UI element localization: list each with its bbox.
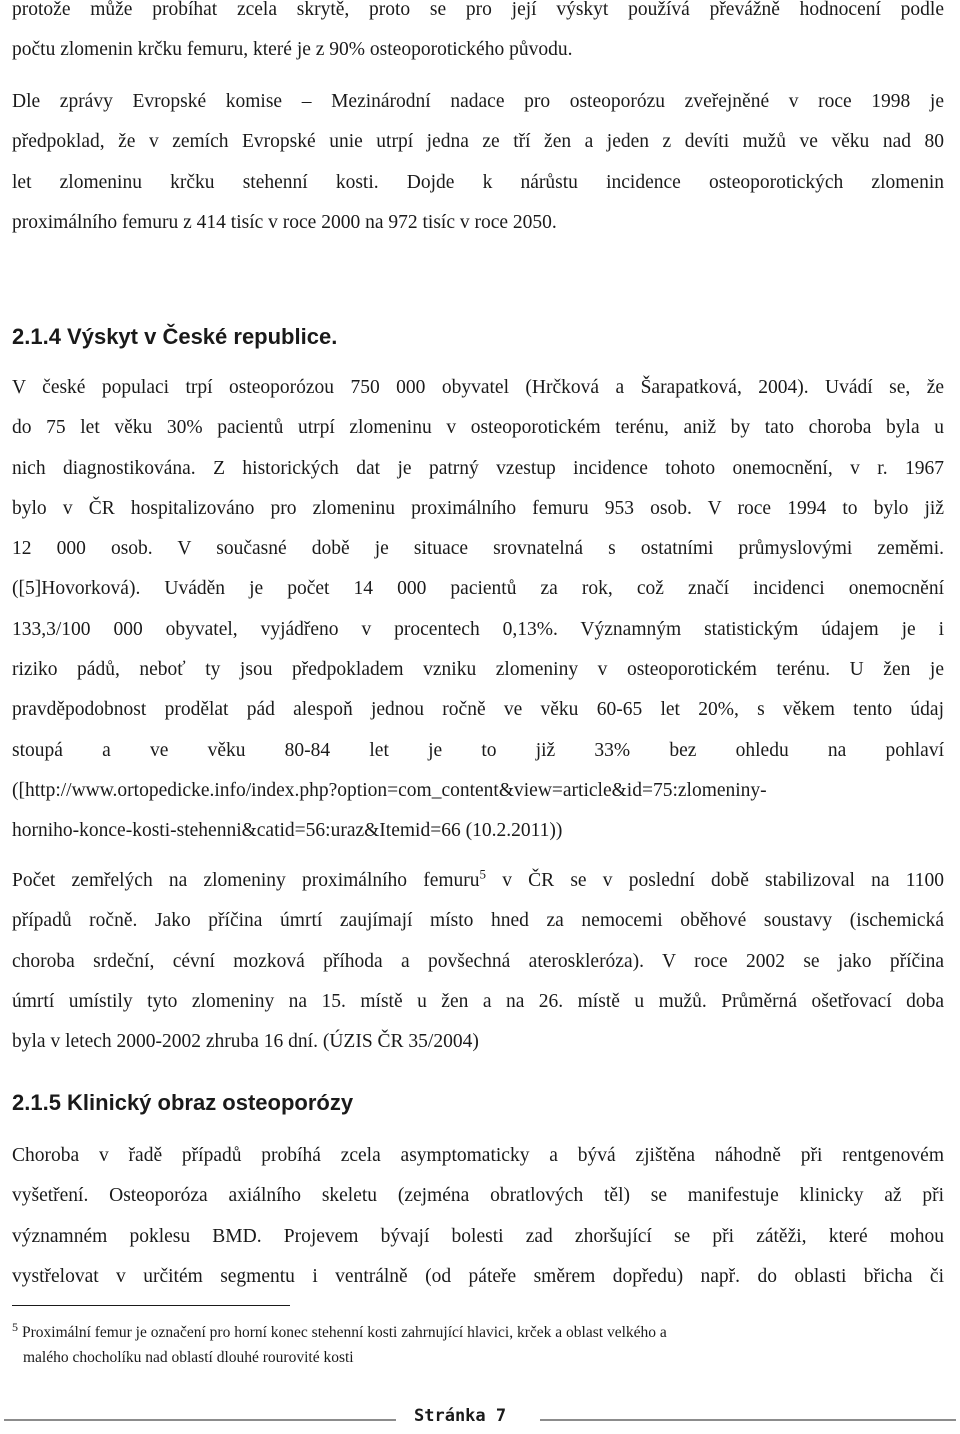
europe-paragraph <box>12 82 944 243</box>
page-footer <box>0 1404 960 1434</box>
mortality-paragraph <box>12 861 944 1062</box>
text-line: do 75 let věku 30% pacientů utrpí zlomeninu v osteoporotickém terénu, aniž by tato choroba byla u <box>12 417 944 439</box>
text-line: ([5]Hovorková). Uváděn je počet 14 000 pacientů za rok, což značí incidenci onemocnění <box>12 578 944 600</box>
footnote <box>12 1320 912 1370</box>
text-line: Dle zprávy Evropské komise – Mezinárodní nadace pro osteoporózu zveřejněné v roce 1998 je <box>12 91 944 112</box>
text-line: pravděpodobnost prodělat pád alespoň jednou ročně ve věku 60-65 let 20%, s věkem tento údaj <box>12 699 944 721</box>
text-line <box>12 861 944 901</box>
text-line: bylo v ČR hospitalizováno pro zlomeninu proximálního femuru 953 osob. V roce 1994 to bylo již <box>12 497 944 519</box>
footnote-mark: 5 <box>12 1319 18 1334</box>
text-line: riziko pádů, neboť ty jsou předpokladem vzniku zlomeniny v osteoporotickém terénu. U žen je <box>12 659 944 681</box>
footnote-text-line: Proximální femur je označení pro horní konec stehenní kosti zahrnující hlavici, krček a oblast velkého a <box>22 1324 667 1341</box>
footnote-text-line: malého chocholíku nad oblastí dlouhé rourovité kosti <box>23 1349 354 1366</box>
footer-rule <box>540 1419 956 1421</box>
section-heading-2-1-4: 2.1.4 Výskyt v České republice. <box>12 324 338 349</box>
text-line: vyšetření. Osteoporóza axiálního skeletu (zejména obratlových těl) se manifestuje klinicky až při <box>12 1185 944 1207</box>
text-line: protože může probíhat zcela skrytě, proto se pro její výskyt používá převážně hodnocení podle <box>12 0 944 20</box>
text-segment: Počet zemřelých na zlomeniny proximálního femuru <box>12 870 480 891</box>
text-line: vystřelovat v určitém segmentu i ventrálně (od páteře směrem dopředu) např. do oblasti břicha či <box>12 1265 944 1287</box>
text-line: úmrtí umístily tyto zlomeniny na 15. místě u žen a na 26. místě u mužů. Průměrná ošetřovací doba <box>12 990 944 1012</box>
intro-paragraph <box>12 0 944 71</box>
text-line: počtu zlomenin krčku femuru, které je z 90% osteoporotického původu. <box>12 39 573 61</box>
text-line: případů ročně. Jako příčina úmrtí zaujímají místo hned za nemocemi oběhové soustavy (ischemická <box>12 910 944 932</box>
text-line: let zlomeninu krčku stehenní kosti. Dojde k nárůstu incidence osteoporotických zlomenin <box>12 171 944 193</box>
text-line: proximálního femuru z 414 tisíc v roce 2000 na 972 tisíc v roce 2050. <box>12 211 557 233</box>
text-line: Choroba v řadě případů probíhá zcela asymptomaticky a bývá zjištěna náhodně při rentgenovém <box>12 1145 944 1166</box>
text-line: 133,3/100 000 obyvatel, vyjádřeno v procentech 0,13%. Významným statistickým údajem je i <box>12 618 944 640</box>
page-number: Stránka 7 <box>414 1406 507 1426</box>
footer-rule <box>4 1419 396 1421</box>
section-2-1-4-paragraph <box>12 368 944 852</box>
footnote-reference: 5 <box>479 866 487 882</box>
text-line: V české populaci trpí osteoporózou 750 000 obyvatel (Hrčková a Šarapatková, 2004). Uvádí se, že <box>12 377 944 398</box>
text-line: stoupá a ve věku 80-84 let je to již 33% bez ohledu na pohlaví <box>12 739 944 761</box>
text-line: předpoklad, že v zemích Evropské unie utrpí jedna ze tří žen a jeden z devíti mužů ve věku nad 80 <box>12 131 944 153</box>
text-line: 12 000 osob. V současné době je situace srovnatelná s ostatními průmyslovými zeměmi. <box>12 538 944 560</box>
text-segment: v ČR se v poslední době stabilizoval na 1100 <box>486 870 944 891</box>
text-line: ([http://www.ortopedicke.info/index.php?option=com_content&view=article&id=75:zlomeniny- <box>12 779 767 801</box>
section-heading-2-1-5: 2.1.5 Klinický obraz osteoporózy <box>12 1090 354 1115</box>
text-line: choroba srdeční, cévní mozková příhoda a povšechná ateroskleróza). V roce 2002 se jako příčina <box>12 950 944 972</box>
text-line: nich diagnostikována. Z historických dat je patrný vzestup incidence tohoto onemocnění, v r. 1967 <box>12 457 944 479</box>
text-line: byla v letech 2000-2002 zhruba 16 dní. (ÚZIS ČR 35/2004) <box>12 1031 479 1053</box>
footnote-separator <box>12 1305 290 1306</box>
text-line: horniho-konce-kosti-stehenni&catid=56:uraz&Itemid=66 (10.2.2011)) <box>12 820 563 842</box>
text-line: významném poklesu BMD. Projevem bývají bolesti zad zhoršující se při zátěži, které mohou <box>12 1225 944 1247</box>
section-2-1-5-paragraph <box>12 1136 944 1297</box>
